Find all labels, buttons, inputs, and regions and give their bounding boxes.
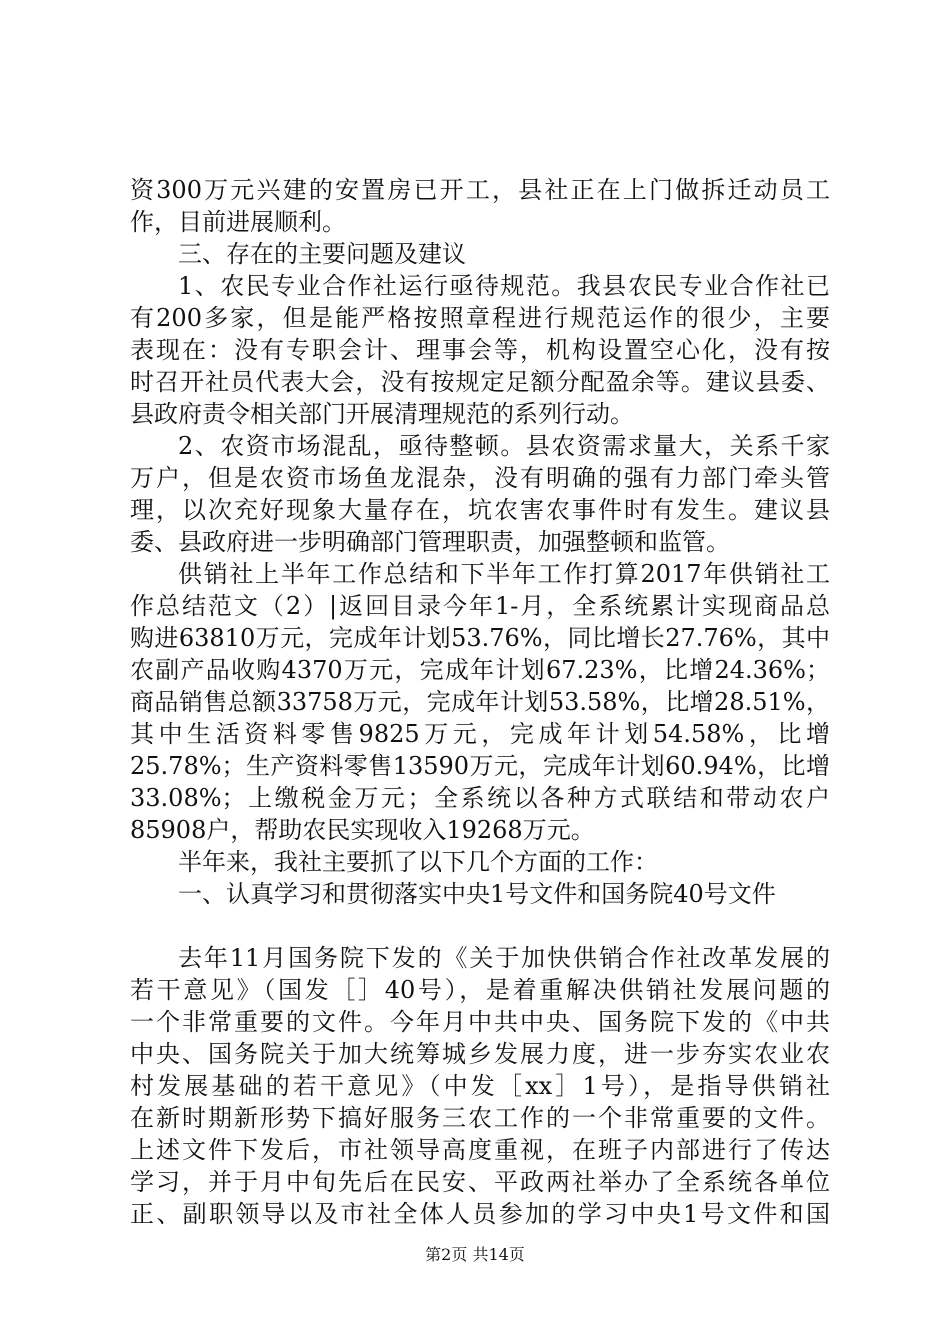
text-line: 去年11月国务院下发的《关于加快供销合作社改革发展的 (178, 944, 830, 972)
text-line: 表现在：没有专职会计、理事会等，机构设置空心化，没有按 (130, 336, 830, 364)
section-heading: 一、认真学习和贯彻落实中央1号文件和国务院40号文件 (178, 880, 776, 908)
text-line: 万户，但是农资市场鱼龙混杂，没有明确的强有力部门牵头管 (130, 464, 830, 492)
text-line: 一个非常重要的文件。今年月中共中央、国务院下发的《中共 (130, 1008, 830, 1036)
text-line: 县政府责令相关部门开展清理规范的系列行动。 (130, 400, 634, 428)
text-line: 2、农资市场混乱，亟待整顿。县农资需求量大，关系千家 (178, 432, 830, 460)
text-line: 作，目前进展顺利。 (130, 208, 346, 236)
text-line: 1、农民专业合作社运行亟待规范。我县农民专业合作社已 (178, 272, 830, 300)
text-line: 上述文件下发后，市社领导高度重视，在班子内部进行了传达 (130, 1136, 830, 1164)
text-line: 其中生活资料零售9825万元，完成年计划54.58%，比增 (130, 720, 830, 748)
text-line: 33.08%；上缴税金万元；全系统以各种方式联结和带动农户 (130, 784, 830, 812)
text-line: 25.78%；生产资料零售13590万元，完成年计划60.94%，比增 (130, 752, 830, 780)
text-line: 商品销售总额33758万元，完成年计划53.58%，比增28.51%， (130, 688, 830, 716)
page-footer: 第2页 共14页 (425, 1245, 525, 1264)
text-line: 农副产品收购4370万元，完成年计划67.23%，比增24.36%； (130, 656, 830, 684)
text-line: 委、县政府进一步明确部门管理职责，加强整顿和监管。 (130, 528, 730, 556)
text-line: 85908户，帮助农民实现收入19268万元。 (130, 816, 595, 844)
text-line: 中央、国务院关于加大统筹城乡发展力度，进一步夯实农业农 (130, 1040, 830, 1068)
text-line: 资300万元兴建的安置房已开工，县社正在上门做拆迁动员工 (130, 176, 830, 204)
text-line: 理，以次充好现象大量存在，坑农害农事件时有发生。建议县 (130, 496, 830, 524)
text-line: 在新时期新形势下搞好服务三农工作的一个非常重要的文件。 (130, 1104, 830, 1132)
text-line: 有200多家，但是能严格按照章程进行规范运作的很少，主要 (130, 304, 830, 332)
text-line: 作总结范文（2）|返回目录今年1-月，全系统累计实现商品总 (130, 592, 830, 620)
section-heading: 三、存在的主要问题及建议 (178, 240, 466, 268)
text-line: 半年来，我社主要抓了以下几个方面的工作： (178, 848, 658, 876)
text-line: 正、副职领导以及市社全体人员参加的学习中央1号文件和国 (130, 1200, 830, 1228)
text-line: 若干意见》（国发［］40号），是着重解决供销社发展问题的 (130, 976, 830, 1004)
text-line: 村发展基础的若干意见》（中发［xx］1号），是指导供销社 (130, 1072, 830, 1100)
text-line: 学习，并于月中旬先后在民安、平政两社举办了全系统各单位 (130, 1168, 830, 1196)
text-line: 供销社上半年工作总结和下半年工作打算2017年供销社工 (178, 560, 830, 588)
text-line: 购进63810万元，完成年计划53.76%，同比增长27.76%，其中 (130, 624, 830, 652)
paragraph-gap (130, 910, 830, 942)
body-text (130, 174, 830, 1230)
text-line: 时召开社员代表大会，没有按规定足额分配盈余等。建议县委、 (130, 368, 830, 396)
